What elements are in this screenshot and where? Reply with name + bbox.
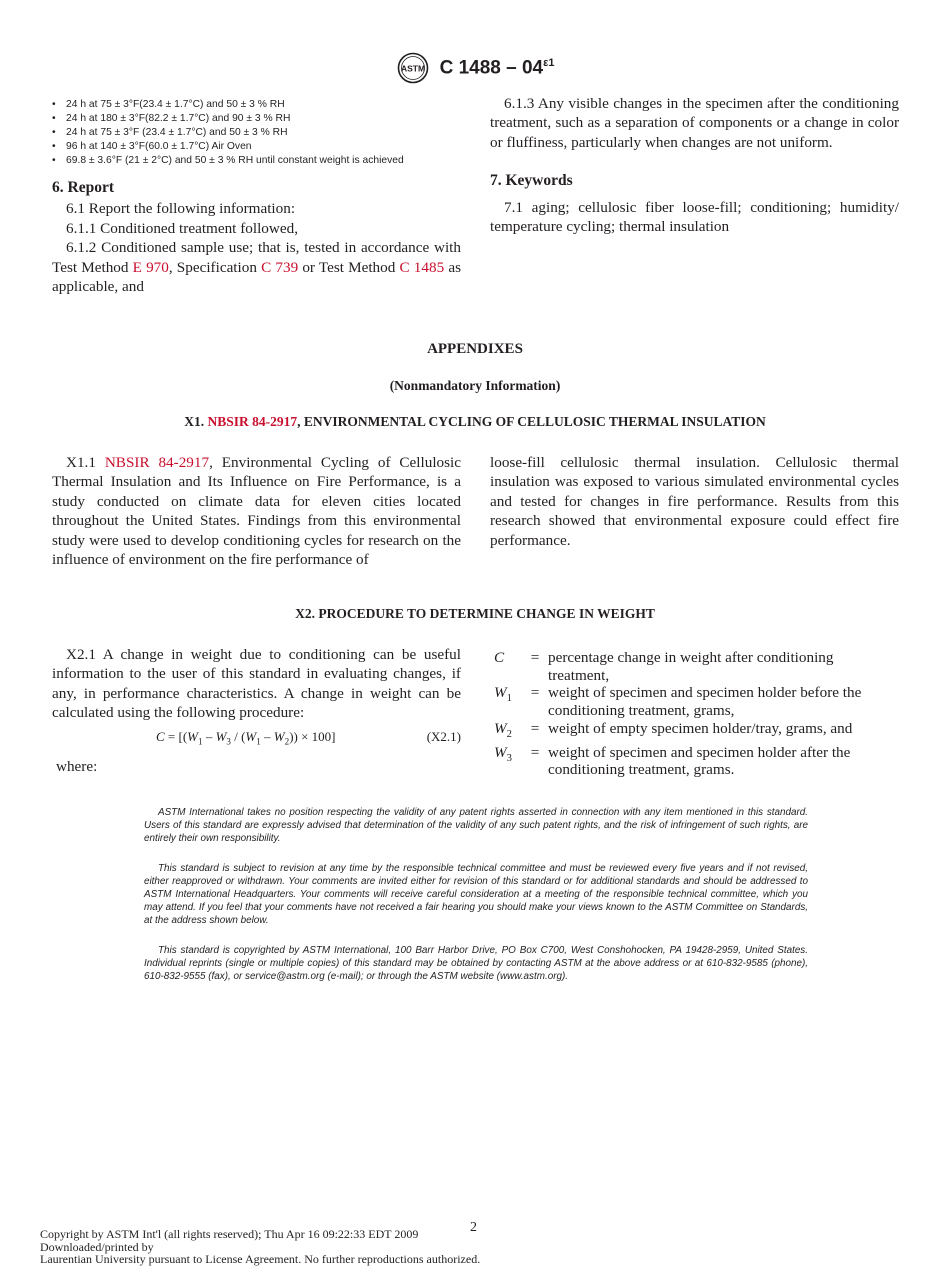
symbol: $W_3$ — [494, 743, 512, 764]
list-item: • 96 h at 140 ± 3°F(60.0 ± 1.7°C) Air Oven — [52, 140, 482, 154]
copyright-notice: This standard is copyrighted by ASTM International, 100 Barr Harbor Drive, PO Box C700, West Conshohocken, PA 19428-2959, United States. Individual reprints (single or multiple copies) of this standard may be obtained by contacting ASTM at the above address or at 610-832-9585 (phone), 610-832-9555 (fax), or service@astm.org (e-mail); or through the ASTM website (www.astm.org). — [144, 944, 808, 983]
x1-heading — [0, 414, 950, 430]
definition-row — [494, 720, 896, 744]
symbol: $W_2$ — [494, 719, 512, 740]
symbol: C — [494, 649, 505, 666]
conditioning-cycle-list — [52, 98, 482, 168]
page-header — [0, 52, 950, 86]
paragraph-x2-1: X2.1 A change in weight due to conditioning can be useful information to the user of this standard in evaluating changes, if any, in performance characteristics. A change in weight can be calculated using the following procedure: — [52, 646, 461, 722]
footer-line: Copyright by ASTM Int'l (all rights reserved); Thu Apr 16 09:22:33 EDT 2009 — [40, 1227, 419, 1241]
legal-notices — [144, 806, 808, 999]
x2-1-left — [52, 645, 461, 723]
equals: = — [530, 719, 540, 737]
paragraph-label: X1.1 — [66, 454, 105, 471]
page-number: 2 — [470, 1220, 477, 1235]
list-item: • 24 h at 180 ± 3°F(82.2 ± 1.7°C) and 90 ± 3 % RH — [52, 112, 482, 126]
paragraph-x1-1-continued: loose-fill cellulosic thermal insulation. Cellulosic thermal insulation was exposed to various simulated environmental cycles and tested for changes in fire performance. Results from this research showed that environmental exposure could effect fire performance. — [490, 454, 899, 549]
ref-link-nbsir-2[interactable]: NBSIR 84-2917 — [104, 454, 210, 471]
text-run: , Environmental Cycling of Cellulosic Thermal Insulation and Its Influence on Fire Performance, is a study conducted on climate data for eleven cities located throughout the United States. Findings from this environmental study were used to develop conditioning cycles for research on the influence of environment on the fire performance of — [52, 454, 462, 569]
report-section — [52, 178, 461, 296]
definition-text: weight of specimen and specimen holder after the conditioning treatment, grams. — [548, 743, 851, 779]
paragraph-7-1: 7.1 aging; cellulosic fiber loose-fill; conditioning; humidity/ temperature cycling; thermal insulation — [490, 198, 899, 236]
text-run: as applicable, and — [52, 258, 461, 296]
list-item: • 24 h at 75 ± 3°F (23.4 ± 1.7°C) and 50 ± 3 % RH — [52, 126, 482, 140]
symbol: $W_1$ — [494, 684, 512, 705]
standard-designation — [440, 57, 555, 79]
footer-line: Downloaded/printed by — [40, 1239, 154, 1254]
heading-text: , ENVIRONMENTAL CYCLING OF CELLULOSIC THERMAL INSULATION — [297, 414, 766, 429]
definition-row — [494, 744, 896, 779]
paragraph-6-1-2 — [52, 238, 461, 296]
definition-text: percentage change in weight after conditioning treatment, — [548, 649, 834, 684]
heading-number: X1. — [184, 414, 208, 429]
where-label: where: — [56, 758, 98, 775]
designation-superscript: ε1 — [543, 56, 555, 69]
text-run: 6.1.2 Conditioned sample use; that is, tested in accordance with Test Method — [52, 239, 461, 276]
footer-line: Laurentian University pursuant to License Agreement. No further reproductions authorized. — [40, 1252, 481, 1267]
paragraph-x1-1 — [52, 453, 461, 569]
variable-definitions — [494, 649, 896, 779]
appendixes-subtitle: (Nonmandatory Information) — [389, 378, 561, 393]
definition-row — [494, 684, 896, 719]
logo-text: ASTM — [400, 63, 425, 74]
list-item: • 69.8 ± 3.6°F (21 ± 2°C) and 50 ± 3 % RH until constant weight is achieved — [52, 154, 482, 168]
astm-logo — [396, 52, 430, 84]
section-heading-keywords: 7. Keywords — [490, 172, 573, 190]
text-run: or Test Method — [298, 258, 400, 276]
equation: $C = [(W_1 - W_3 / (W_1 - W_2)) \times 100]$ — [156, 729, 336, 747]
ref-link-c1485[interactable]: C 1485 — [399, 258, 445, 276]
paragraph-6-1-1: 6.1.1 Conditioned treatment followed, — [66, 219, 298, 237]
list-item: • 24 h at 75 ± 3°F(23.4 ± 1.7°C) and 50 ± 3 % RH — [52, 98, 482, 112]
ref-link-nbsir[interactable]: NBSIR 84-2917 — [207, 414, 298, 429]
x2-heading: X2. PROCEDURE TO DETERMINE CHANGE IN WEIGHT — [295, 606, 655, 621]
ref-link-e970[interactable]: E 970 — [132, 258, 169, 276]
equals: = — [530, 649, 540, 666]
x1-1-right — [490, 453, 899, 550]
section-heading-report: 6. Report — [52, 179, 114, 196]
paragraph-6-1: 6.1 Report the following information: — [66, 200, 296, 218]
appendixes-title: APPENDIXES — [427, 341, 523, 357]
patent-notice: ASTM International takes no position respecting the validity of any patent rights asserted in connection with any item mentioned in this standard. Users of this standard are expressly advised that determination of the validity of any such patent rights, and the risk of infringement of such rights, are entirely their own responsibility. — [144, 807, 808, 845]
ref-link-c739[interactable]: C 739 — [261, 258, 299, 276]
x1-1-left — [52, 453, 461, 569]
equation-number: (X2.1) — [426, 729, 461, 744]
revision-notice: This standard is subject to revision at any time by the responsible technical committee and must be reviewed every five years and if not revised, either reapproved or withdrawn. Your comments are invited either for revision of this standard or for additional standards and should be addressed to ASTM International Headquarters. Your comments will receive careful consideration at a meeting of the responsible technical committee, which you may attend. If you feel that your comments have not received a fair hearing you should make your views known to the ASTM Committee on Standards, at the address shown below. — [144, 862, 808, 927]
definition-row — [494, 649, 896, 684]
definition-text: weight of specimen and specimen holder before the conditioning treatment, grams, — [548, 684, 862, 720]
text-run: , Specification — [168, 258, 262, 276]
definition-text: weight of empty specimen holder/tray, grams, and — [548, 719, 853, 737]
paragraph-6-1-3: 6.1.3 Any visible changes in the specimen after the conditioning treatment, such as a separation of components or a change in color or fluffiness, particularly when changes are not uniform. — [490, 95, 899, 151]
equals: = — [530, 684, 540, 702]
right-column-top — [490, 94, 899, 236]
equals: = — [530, 743, 540, 761]
designation-text: C 1488 – 04 — [439, 57, 544, 79]
download-footer — [40, 1228, 480, 1266]
